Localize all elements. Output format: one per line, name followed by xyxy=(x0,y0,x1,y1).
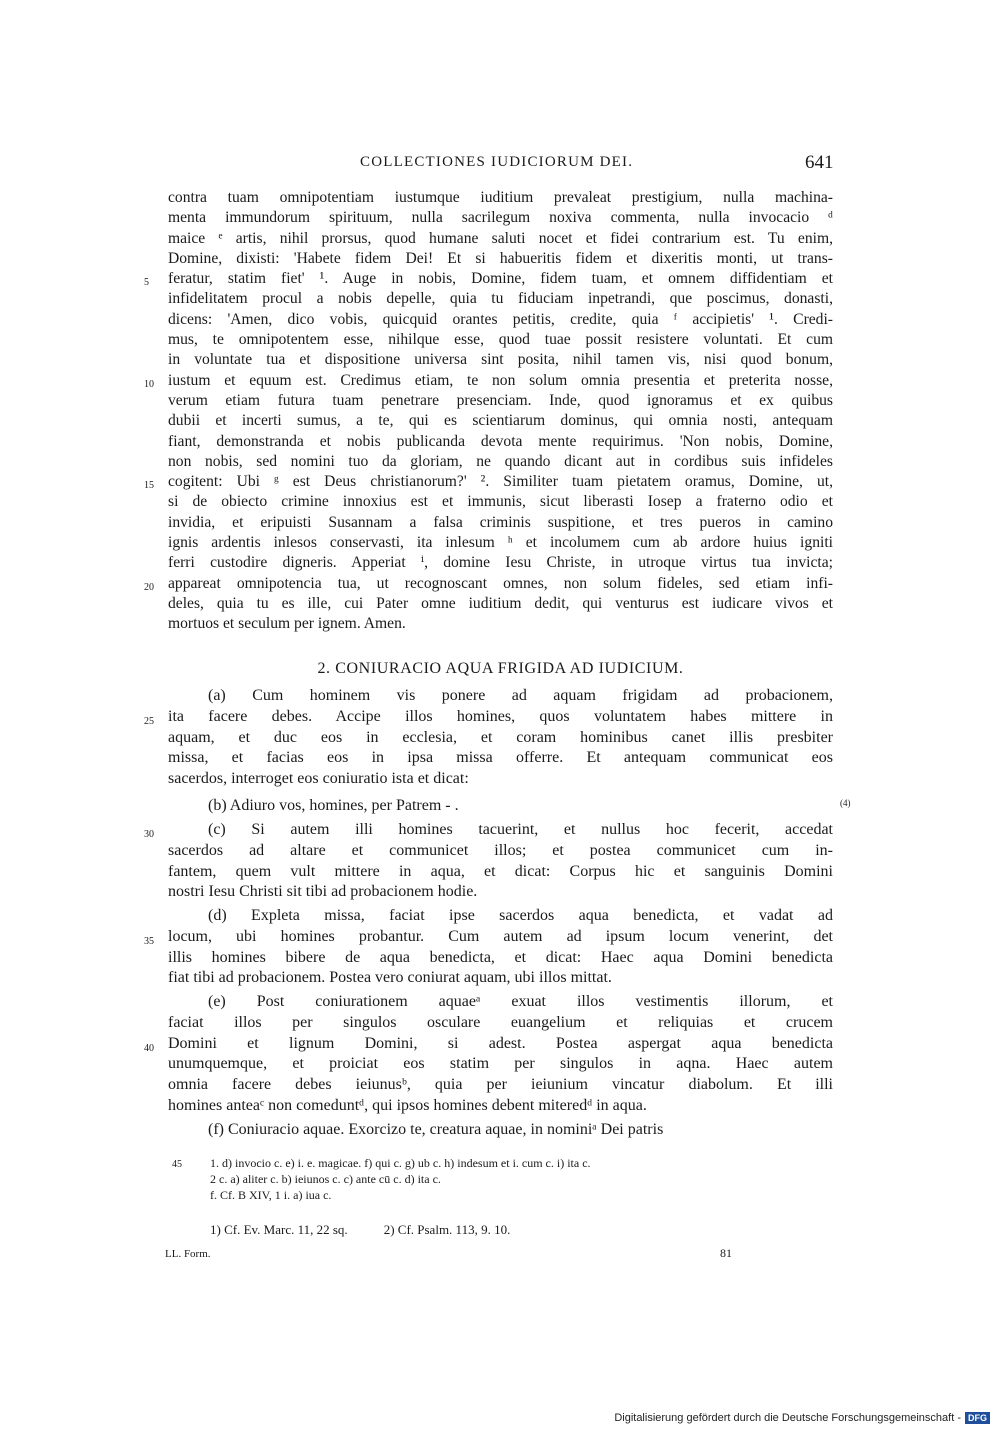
text-line: missa, et facias eos in ipsa missa offerre. Et antequam communicat eos xyxy=(168,749,833,767)
apparatus-line: f. Cf. B XIV, 1 i. a) iua c. xyxy=(210,1188,332,1202)
text-line: 35 locum, ubi homines probantur. Cum autem ad ipsum locum venerint, det xyxy=(168,927,833,948)
text-line: mortuos et seculum per ignem. Amen. xyxy=(168,615,406,633)
text-line: maice ᵉ artis, nihil prorsus, quod humane saluti nocet et fidei contrarium est. Tu enim, xyxy=(168,229,833,247)
section-heading: 2. CONIURACIO AQUA FRIGIDA AD IUDICIUM. xyxy=(317,660,684,677)
text-line: sacerdos ad altare et communicet illos; et postea communicet cum in- xyxy=(168,841,833,859)
running-title: COLLECTIONES IUDICIORUM DEI. xyxy=(360,154,634,170)
source-note: 1) Cf. Ev. Marc. 11, 22 sq. xyxy=(210,1222,348,1237)
page-number: 641 xyxy=(805,152,834,173)
text-line: (d) Expleta missa, faciat ipse sacerdos aqua benedicta, et vadat ad xyxy=(208,907,833,924)
text-line: 15 cogitent: Ubi ᵍ est Deus christianorum?' ². Similiter tuam pietatem oramus, Domine, ut, xyxy=(168,472,833,492)
text-line: unumquemque, et proiciat eos statim per singulos in aqna. Haec autem xyxy=(168,1055,833,1073)
text-line: (a) Cum hominem vis ponere ad aquam frigidam ad probacionem, xyxy=(208,687,833,704)
text-line: fantem, quem vult mittere in aqua, et dicat: Corpus hic et sanguinis Domini xyxy=(168,862,833,880)
text-line: in voluntate tua et dispositione universa sint posita, nihil tamen vis, nisi quod bonum, xyxy=(168,351,833,369)
signature-mark: 81 xyxy=(720,1246,732,1260)
section1-text xyxy=(144,188,833,635)
text-line: faciat illos per singulos osculare euangelium et reliquias et crucem xyxy=(168,1013,833,1031)
text-line: sacerdos, interroget eos coniuratio ista et dicat: xyxy=(168,770,469,788)
text-line: fiat tibi ad probacionem. Postea vero coniurat aquam, ubi illos mittat. xyxy=(168,969,612,987)
text-line: mus, te omnipotentem esse, nihilque esse, quod tuae possit resistere voluntati. Et cum xyxy=(168,331,833,349)
line-number: 45 xyxy=(172,1159,182,1170)
text-line: deles, quia tu es ille, cui Pater omne iuditium dedit, qui venturus est iudicare vivos et xyxy=(168,594,833,612)
text-line: omnia facere debes ieiunusᵇ, quia per ieiunium vincatur diabolum. Et illi xyxy=(168,1076,833,1094)
text-line: infidelitatem procul a nobis depelle, quia tu fiduciam inpetrandi, que poscimus, donasti, xyxy=(168,290,833,308)
text-line: dubii et incerti sumus, a te, qui es scientiarum dominus, qui omnia nosti, antequam xyxy=(168,412,833,430)
line-number: 15 xyxy=(144,480,154,492)
text-line: non nobis, sed nomini tuo da gloriam, ne quando dicant aut in cordibus suis infideles xyxy=(168,452,833,470)
text-line: si de obiecto crimine innoxius est et immunis, sicut liberasti Iosep a fraterno odio et xyxy=(168,493,833,511)
paragraph-c xyxy=(144,820,833,903)
apparatus-line: 1. d) invocio c. e) i. e. magicae. f) qui c. g) ub c. h) indesum et i. cum c. i) ita c. xyxy=(210,1156,591,1170)
text-line: illis homines bibere de aqua benedicta, et dicat: Haec aqua Domini benedicta xyxy=(168,948,833,966)
text-line: verum etiam futura tuam penetrare presenciam. Inde, quod ignoramus et ex quibus xyxy=(168,391,833,409)
paragraph-f xyxy=(168,1120,833,1141)
source-notes xyxy=(210,1222,510,1238)
text-line: 20 appareat omnipotencia tua, ut recognoscant omnes, non solum fideles, sed etiam infi- xyxy=(168,574,833,594)
text-line: aquam, et duc eos in ecclesia, et coram hominibus canet illis presbiter xyxy=(168,728,833,746)
text-line: 5 feratur, statim fiet' ¹. Auge in nobis, Domine, fidem tuam, et omnem diffidentiam et xyxy=(168,269,833,289)
dfg-credit-text: Digitalisierung gefördert durch die Deutsche Forschungsgemeinschaft - xyxy=(614,1412,961,1424)
paragraph-e xyxy=(144,992,833,1117)
text-line: 30 (c) Si autem illi homines tacuerint, et nullus hoc fecerit, accedat xyxy=(168,820,833,841)
text-line: 10 iustum et equum est. Credimus etiam, te non solum omnia presentia et preterita nosse, xyxy=(168,371,833,391)
line-number: 10 xyxy=(144,378,154,390)
paragraph-a xyxy=(144,686,833,790)
line-number: 20 xyxy=(144,581,154,593)
text-line: contra tuam omnipotentiam iustumque iuditium prevaleat prestigium, nulla machina- xyxy=(168,189,833,206)
dfg-credit[interactable] xyxy=(614,1412,990,1424)
text-line: (f) Coniuracio aquae. Exorcizo te, creatura aquae, in nominiᵃ Dei patris xyxy=(208,1121,664,1138)
text-line: 25 ita facere debes. Accipe illos homines, quos voluntatem habes mittere in xyxy=(168,707,833,728)
apparatus-line: 2 c. a) aliter c. b) ieiunos c. c) ante cū c. d) ita c. xyxy=(210,1172,441,1186)
paragraph-d xyxy=(144,906,833,989)
dfg-logo-icon: DFG xyxy=(965,1412,990,1424)
text-line: nostri Iesu Christi sit tibi ad probacionem hodie. xyxy=(168,883,478,901)
source-note: 2) Cf. Psalm. 113, 9. 10. xyxy=(383,1222,511,1237)
text-line: menta immundorum spirituum, nulla sacrilegum noxiva commenta, nulla invocacio ᵈ xyxy=(168,209,833,227)
footer-series: LL. Form. xyxy=(165,1248,211,1260)
text-line: Domine, dixisti: 'Habete fidem Dei! Et si habueritis fidem et dixeritis monti, ut trans- xyxy=(168,249,833,267)
text-line: (b) Adiuro vos, homines, per Patrem - . xyxy=(208,797,459,814)
margin-note: (4) xyxy=(840,798,851,808)
line-number: 25 xyxy=(144,715,154,727)
text-line: invidia, et eripuisti Susannam a falsa criminis suspitione, et tres pueros in camino xyxy=(168,513,833,531)
paragraph-b xyxy=(168,796,833,817)
text-line: ignis ardentis inlesos conservasti, ita inlesum ʰ et incolumem cum ab ardore huius igniti xyxy=(168,534,833,552)
text-line: ferri custodire digneris. Apperiat ⁱ, domine Iesu Christe, in utroque virtus tua invicta; xyxy=(168,554,833,572)
line-number: 40 xyxy=(144,1042,154,1054)
text-line: 40 Domini et lignum Domini, si adest. Postea aspergat aqua benedicta xyxy=(168,1034,833,1055)
line-number: 35 xyxy=(144,935,154,947)
text-line: fiant, demonstranda et nobis publicanda devota mente requirimus. 'Non nobis, Domine, xyxy=(168,432,833,450)
text-line: dicens: 'Amen, dico vobis, quicquid orantes petitis, credite, quia ᶠ accipietis' ¹. Credi- xyxy=(168,310,833,328)
critical-apparatus xyxy=(172,1155,830,1203)
line-number: 5 xyxy=(144,277,149,289)
line-number: 30 xyxy=(144,829,154,840)
text-line: homines anteaᶜ non comeduntᵈ, qui ipsos homines debent miteredᵈ in aqua. xyxy=(168,1096,647,1114)
text-line: (e) Post coniurationem aquaeᵃ exuat illos vestimentis illorum, et xyxy=(208,993,833,1010)
